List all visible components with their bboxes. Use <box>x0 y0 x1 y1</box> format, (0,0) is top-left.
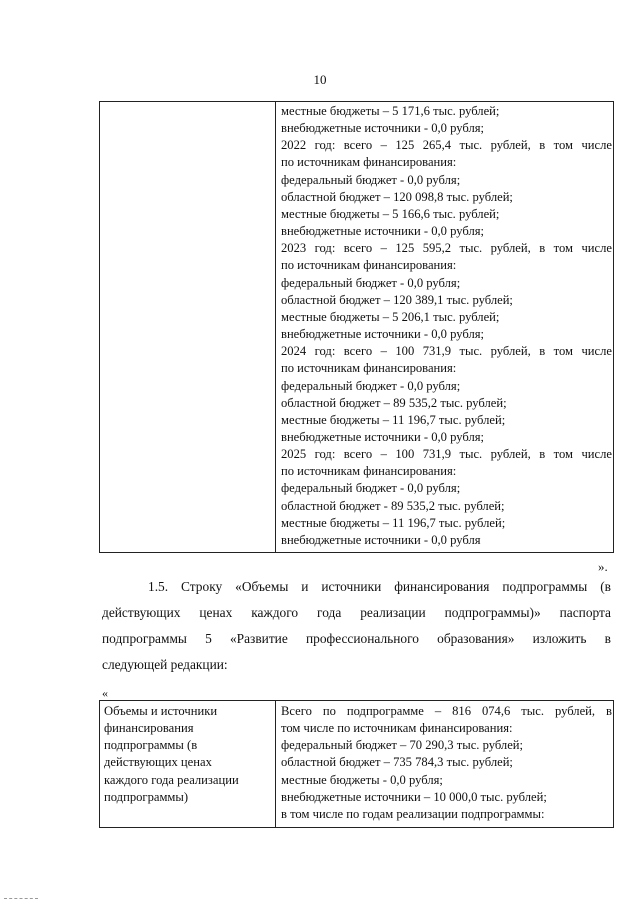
financing-line: внебюджетные источники - 0,0 рубля; <box>281 429 485 444</box>
label-line: подпрограммы (в <box>104 738 198 753</box>
financing-line: федеральный бюджет - 0,0 рубля; <box>281 275 461 290</box>
value-line: Всего по подпрограмме – 816 074,6 тыс. рублей, в <box>281 704 612 718</box>
paragraph-line: следующей редакции: <box>102 657 228 672</box>
financing-line: 2025 год: всего – 100 731,9 тыс. рублей, в том числе <box>281 447 612 462</box>
closing-quote: ». <box>598 559 608 574</box>
financing-text-cell <box>281 103 612 549</box>
financing-line: областной бюджет – 120 098,8 тыс. рублей; <box>281 189 513 204</box>
financing-line: внебюджетные источники - 0,0 рубля <box>281 532 481 547</box>
financing-line: 2023 год: всего – 125 595,2 тыс. рублей, в том числе <box>281 241 612 256</box>
financing-line: областной бюджет - 89 535,2 тыс. рублей; <box>281 498 505 513</box>
value-line: в том числе по годам реализации подпрограммы: <box>281 806 545 821</box>
financing-line: местные бюджеты – 5 166,6 тыс. рублей; <box>281 206 500 221</box>
financing-line: внебюджетные источники - 0,0 рубля; <box>281 327 485 342</box>
value-line: внебюджетные источники – 10 000,0 тыс. рублей; <box>281 789 547 804</box>
financing-line: федеральный бюджет - 0,0 рубля; <box>281 378 461 393</box>
label-line: действующих ценах <box>104 755 212 770</box>
financing-line: областной бюджет – 89 535,2 тыс. рублей; <box>281 395 507 410</box>
financing-line: внебюджетные источники - 0,0 рубля; <box>281 121 485 136</box>
financing-line: местные бюджеты – 11 196,7 тыс. рублей; <box>281 412 506 427</box>
value-line: том числе по источникам финансирования: <box>281 721 513 736</box>
financing-line: местные бюджеты – 5 171,6 тыс. рублей; <box>281 104 500 118</box>
financing-line: по источникам финансирования: <box>281 361 457 376</box>
financing-line: местные бюджеты – 5 206,1 тыс. рублей; <box>281 309 500 324</box>
scan-edge-mark <box>4 898 38 900</box>
value-line: местные бюджеты - 0,0 рубля; <box>281 772 443 787</box>
financing-line: федеральный бюджет - 0,0 рубля; <box>281 172 461 187</box>
label-line: Объемы и источники <box>104 704 218 718</box>
financing-line: по источникам финансирования: <box>281 155 457 170</box>
financing-line: 2022 год: всего – 125 265,4 тыс. рублей, в том числе <box>281 138 612 153</box>
table-column-divider <box>275 701 276 827</box>
value-line: федеральный бюджет – 70 290,3 тыс. рублей; <box>281 738 524 753</box>
financing-table-continued <box>99 101 614 553</box>
label-line: финансирования <box>104 721 194 736</box>
paragraph-line: подпрограммы 5 «Развитие профессионального образования» изложить в <box>102 631 611 646</box>
value-cell <box>281 703 612 823</box>
financing-table-new <box>99 700 614 828</box>
financing-line: местные бюджеты – 11 196,7 тыс. рублей; <box>281 515 506 530</box>
amendment-paragraph <box>102 579 611 679</box>
label-line: каждого года реализации <box>104 772 239 787</box>
label-line: подпрограммы) <box>104 789 189 804</box>
financing-line: внебюджетные источники - 0,0 рубля; <box>281 224 485 239</box>
financing-line: по источникам финансирования: <box>281 258 457 273</box>
financing-line: по источникам финансирования: <box>281 464 457 479</box>
paragraph-line: действующих ценах каждого года реализации подпрограммы)» паспорта <box>102 605 611 620</box>
opening-quote: « <box>102 686 108 700</box>
label-cell <box>104 703 272 806</box>
value-line: областной бюджет – 735 784,3 тыс. рублей; <box>281 755 513 770</box>
financing-line: федеральный бюджет - 0,0 рубля; <box>281 481 461 496</box>
page-number: 10 <box>313 72 327 87</box>
paragraph-line: 1.5. Строку «Объемы и источники финансирования подпрограммы (в <box>148 579 611 594</box>
financing-line: 2024 год: всего – 100 731,9 тыс. рублей, в том числе <box>281 344 612 359</box>
table-column-divider <box>275 102 276 552</box>
financing-line: областной бюджет – 120 389,1 тыс. рублей; <box>281 292 513 307</box>
